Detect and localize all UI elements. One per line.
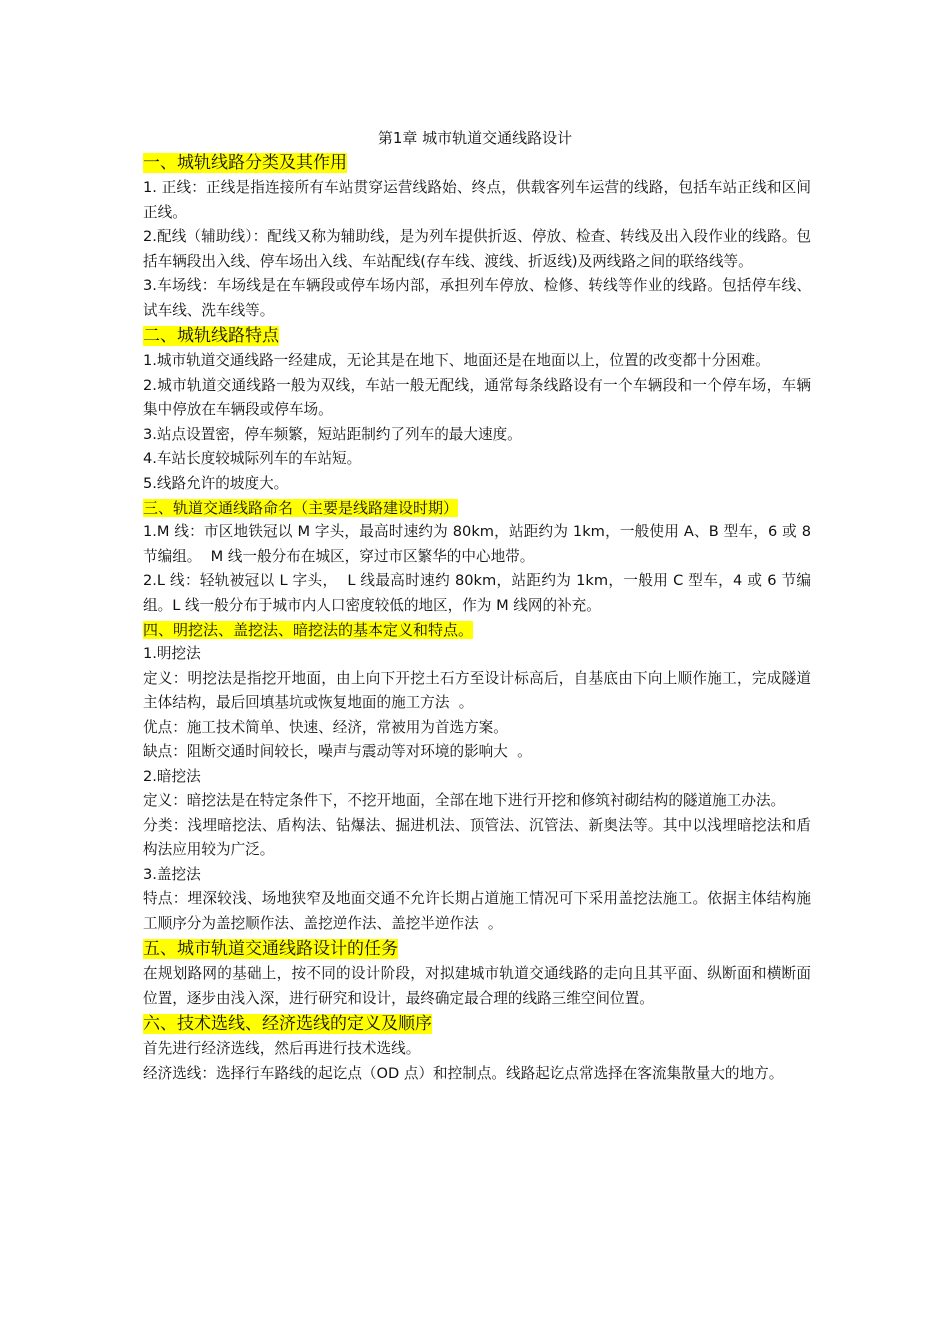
paragraph: 3.站点设置密，停车频繁，短站距制约了列车的最大速度。 bbox=[143, 425, 522, 443]
paragraph: 3.盖挖法 bbox=[143, 865, 201, 883]
paragraph: 2.配线（辅助线）：配线又称为辅助线，是为列车提供折返、停放、检查、转线及出入段作业的线路。包括车辆段出入线、停车场出入线、车站配线(存车线、渡线、折返线)及两线路之间的联络线等。 bbox=[143, 228, 811, 270]
highlighted-heading-text: 六、技术选线、经济选线的定义及顺序 bbox=[143, 1014, 432, 1034]
highlighted-heading-text: 一、城轨线路分类及其作用 bbox=[143, 153, 347, 173]
paragraph: 在规划路网的基础上，按不同的设计阶段，对拟建城市轨道交通线路的走向且其平面、纵断面和横断面位置，逐步由浅入深，进行研究和设计，最终确定最合理的线路三维空间位置。 bbox=[143, 965, 811, 1007]
paragraph: 1.明挖法 bbox=[143, 645, 201, 662]
document-body bbox=[143, 150, 816, 1086]
paragraph: 5.线路允许的坡度大。 bbox=[143, 474, 289, 492]
section-heading bbox=[143, 151, 811, 175]
paragraph: 优点：施工技术简单、快速、经济，常被用为首选方案。 bbox=[143, 718, 508, 736]
paragraph: 1.城市轨道交通线路一经建成，无论其是在地下、地面还是在地面以上，位置的改变都十分困难。 bbox=[143, 352, 770, 369]
paragraph: 1. 正线：正线是指连接所有车站贯穿运营线路始、终点，供载客列车运营的线路，包括车站正线和区间正线。 bbox=[143, 179, 811, 221]
paragraph: 定义：暗挖法是在特定条件下，不挖开地面，全部在地下进行开挖和修筑衬砌结构的隧道施工办法。 bbox=[143, 792, 786, 809]
paragraph: 定义：明挖法是指挖开地面，由上向下开挖土石方至设计标高后，自基底由下向上顺作施工，完成隧道主体结构，最后回填基坑或恢复地面的施工方法 。 bbox=[143, 669, 811, 711]
paragraph: 2.L 线：轻轨被冠以 L 字头， L 线最高时速约 80km，站距约为 1km，一般用 C 型车，4 或 6 节编组。L 线一般分布于城市内人口密度较低的地区，作为 M 线网的补充。 bbox=[143, 572, 811, 614]
paragraph: 2.暗挖法 bbox=[143, 767, 201, 785]
section-heading bbox=[143, 324, 811, 348]
highlighted-heading-text: 二、城轨线路特点 bbox=[143, 326, 279, 346]
paragraph: 特点：埋深较浅、场地狭窄及地面交通不允许长期占道施工情况可下采用盖挖法施工。依据主体结构施工顺序分为盖挖顺作法、盖挖逆作法、盖挖半逆作法 。 bbox=[143, 890, 811, 932]
section-heading bbox=[143, 1012, 811, 1036]
highlighted-heading-text: 四、明挖法、盖挖法、暗挖法的基本定义和特点。 bbox=[143, 621, 474, 639]
paragraph: 分类：浅埋暗挖法、盾构法、钻爆法、掘进机法、顶管法、沉管法、新奥法等。其中以浅埋暗挖法和盾构法应用较为广泛。 bbox=[143, 816, 811, 858]
highlighted-heading-text: 三、轨道交通线路命名（主要是线路建设时期） bbox=[143, 499, 459, 517]
paragraph: 2.城市轨道交通线路一般为双线，车站一般无配线，通常每条线路设有一个车辆段和一个停车场，车辆集中停放在车辆段或停车场。 bbox=[143, 376, 811, 418]
paragraph: 4.车站长度较城际列车的车站短。 bbox=[143, 450, 362, 467]
paragraph: 1.M 线：市区地铁冠以 M 字头，最高时速约为 80km，站距约为 1km，一般使用 A、B 型车，6 或 8 节编组。 M 线一般分布在城区，穿过市区繁华的中心地带。 bbox=[143, 523, 816, 565]
section-heading bbox=[143, 937, 811, 961]
paragraph: 首先进行经济选线，然后再进行技术选线。 bbox=[143, 1040, 421, 1057]
paragraph: 缺点：阻断交通时间较长，噪声与震动等对环境的影响大 。 bbox=[143, 743, 532, 760]
paragraph: 3.车场线：车场线是在车辆段或停车场内部，承担列车停放、检修、转线等作业的线路。包括停车线、试车线、洗车线等。 bbox=[143, 277, 811, 319]
section-heading bbox=[143, 497, 811, 519]
section-heading bbox=[143, 619, 811, 641]
chapter-title: 第1章 城市轨道交通线路设计 bbox=[377, 129, 573, 147]
highlighted-heading-text: 五、城市轨道交通线路设计的任务 bbox=[143, 939, 398, 959]
paragraph: 经济选线：选择行车路线的起讫点（OD 点）和控制点。线路起讫点常选择在客流集散量大的地方。 bbox=[143, 1064, 784, 1082]
